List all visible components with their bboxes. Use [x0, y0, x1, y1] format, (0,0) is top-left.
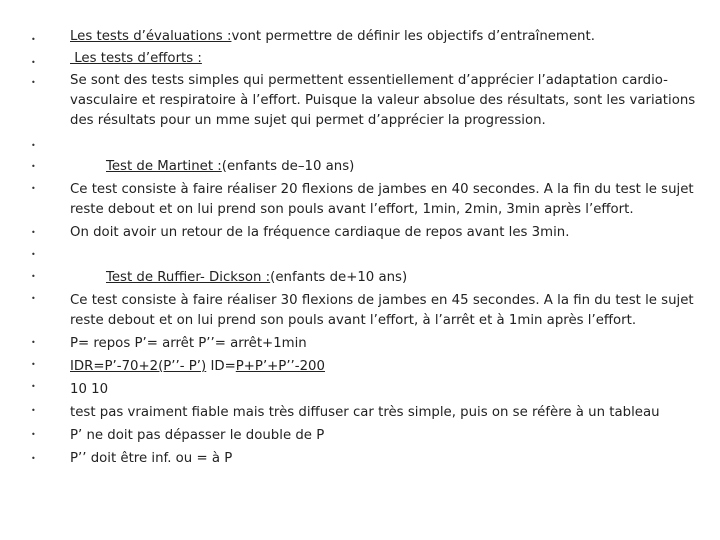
line-martinet-desc-1: Ce test consiste à faire réaliser 20 flexions de jambes en 40 secondes. A la fin du test le sujet	[70, 182, 694, 197]
bullet-3: •	[31, 78, 36, 87]
bullet-10: •	[31, 294, 36, 303]
line-martinet-recovery: On doit avoir un retour de la fréquence cardiaque de repos avant les 3min.	[70, 225, 570, 240]
line-pulse-definitions: P= repos P’= arrêt P’’= arrêt+1min	[70, 336, 307, 351]
heading-tests-efforts: Les tests d’efforts :	[70, 51, 202, 66]
bullet-7: •	[31, 228, 36, 237]
bullet-15: •	[31, 430, 36, 439]
bullet-8: •	[31, 250, 36, 259]
tests-evaluations-text: vont permettre de définir les objectifs d’entraînement.	[231, 29, 595, 44]
line-rule-p-double-prime: P’’ doit être inf. ou = à P	[70, 451, 233, 466]
bullet-11: •	[31, 338, 36, 347]
formula-idr: IDR=P’-70+2(P’’- P’)	[70, 359, 207, 374]
line-martinet-title	[70, 157, 720, 177]
bullet-5: •	[31, 162, 36, 171]
martinet-age: (enfants de–10 ans)	[221, 159, 355, 174]
bullet-9: •	[31, 272, 36, 281]
heading-martinet: Test de Martinet :	[106, 159, 222, 174]
heading-ruffier-dickson: Test de Ruffier- Dickson :	[106, 270, 271, 285]
line-efforts-desc-1: Se sont des tests simples qui permettent essentiellement d’apprécier l’adaptation cardio-	[70, 73, 668, 88]
bullet-12: •	[31, 360, 36, 369]
bullet-2: •	[31, 58, 36, 67]
bullet-14: •	[31, 406, 36, 415]
line-rule-p-prime: P’ ne doit pas dépasser le double de P	[70, 428, 325, 443]
bullet-6: •	[31, 184, 36, 193]
bullet-16: •	[31, 454, 36, 463]
heading-tests-evaluations: Les tests d’évaluations :	[70, 29, 232, 44]
line-tests-evaluations	[70, 27, 690, 47]
bullet-13: •	[31, 382, 36, 391]
line-ruffier-title	[70, 268, 720, 288]
line-efforts-desc-2: vasculaire et respiratoire à l’effort. Puisque la valeur absolue des résultats, sont les variations	[70, 93, 696, 108]
ruffier-age: (enfants de+10 ans)	[270, 270, 408, 285]
bullet-1: •	[31, 35, 36, 44]
line-ruffier-desc-1: Ce test consiste à faire réaliser 30 flexions de jambes en 45 secondes. A la fin du test le sujet	[70, 293, 694, 308]
formula-id-label: ID=	[206, 359, 236, 374]
line-martinet-desc-2: reste debout et on lui prend son pouls avant l’effort, 1min, 2min, 3min après l’effort.	[70, 202, 634, 217]
line-formulas	[70, 357, 690, 377]
line-efforts-desc-3: des résultats pour un mme sujet qui permet d’apprécier la progression.	[70, 113, 546, 128]
formula-id-numerator: P+P’+P’’-200	[235, 359, 325, 374]
line-tests-efforts	[70, 49, 690, 69]
bullet-4: •	[31, 141, 36, 150]
line-ruffier-desc-2: reste debout et on lui prend son pouls avant l’effort, à l’arrêt et à 1min après l’effort.	[70, 313, 637, 328]
line-denominators: 10 10	[70, 382, 109, 397]
line-reliability-note: test pas vraiment fiable mais très diffuser car très simple, puis on se réfère à un tableau	[70, 405, 660, 420]
